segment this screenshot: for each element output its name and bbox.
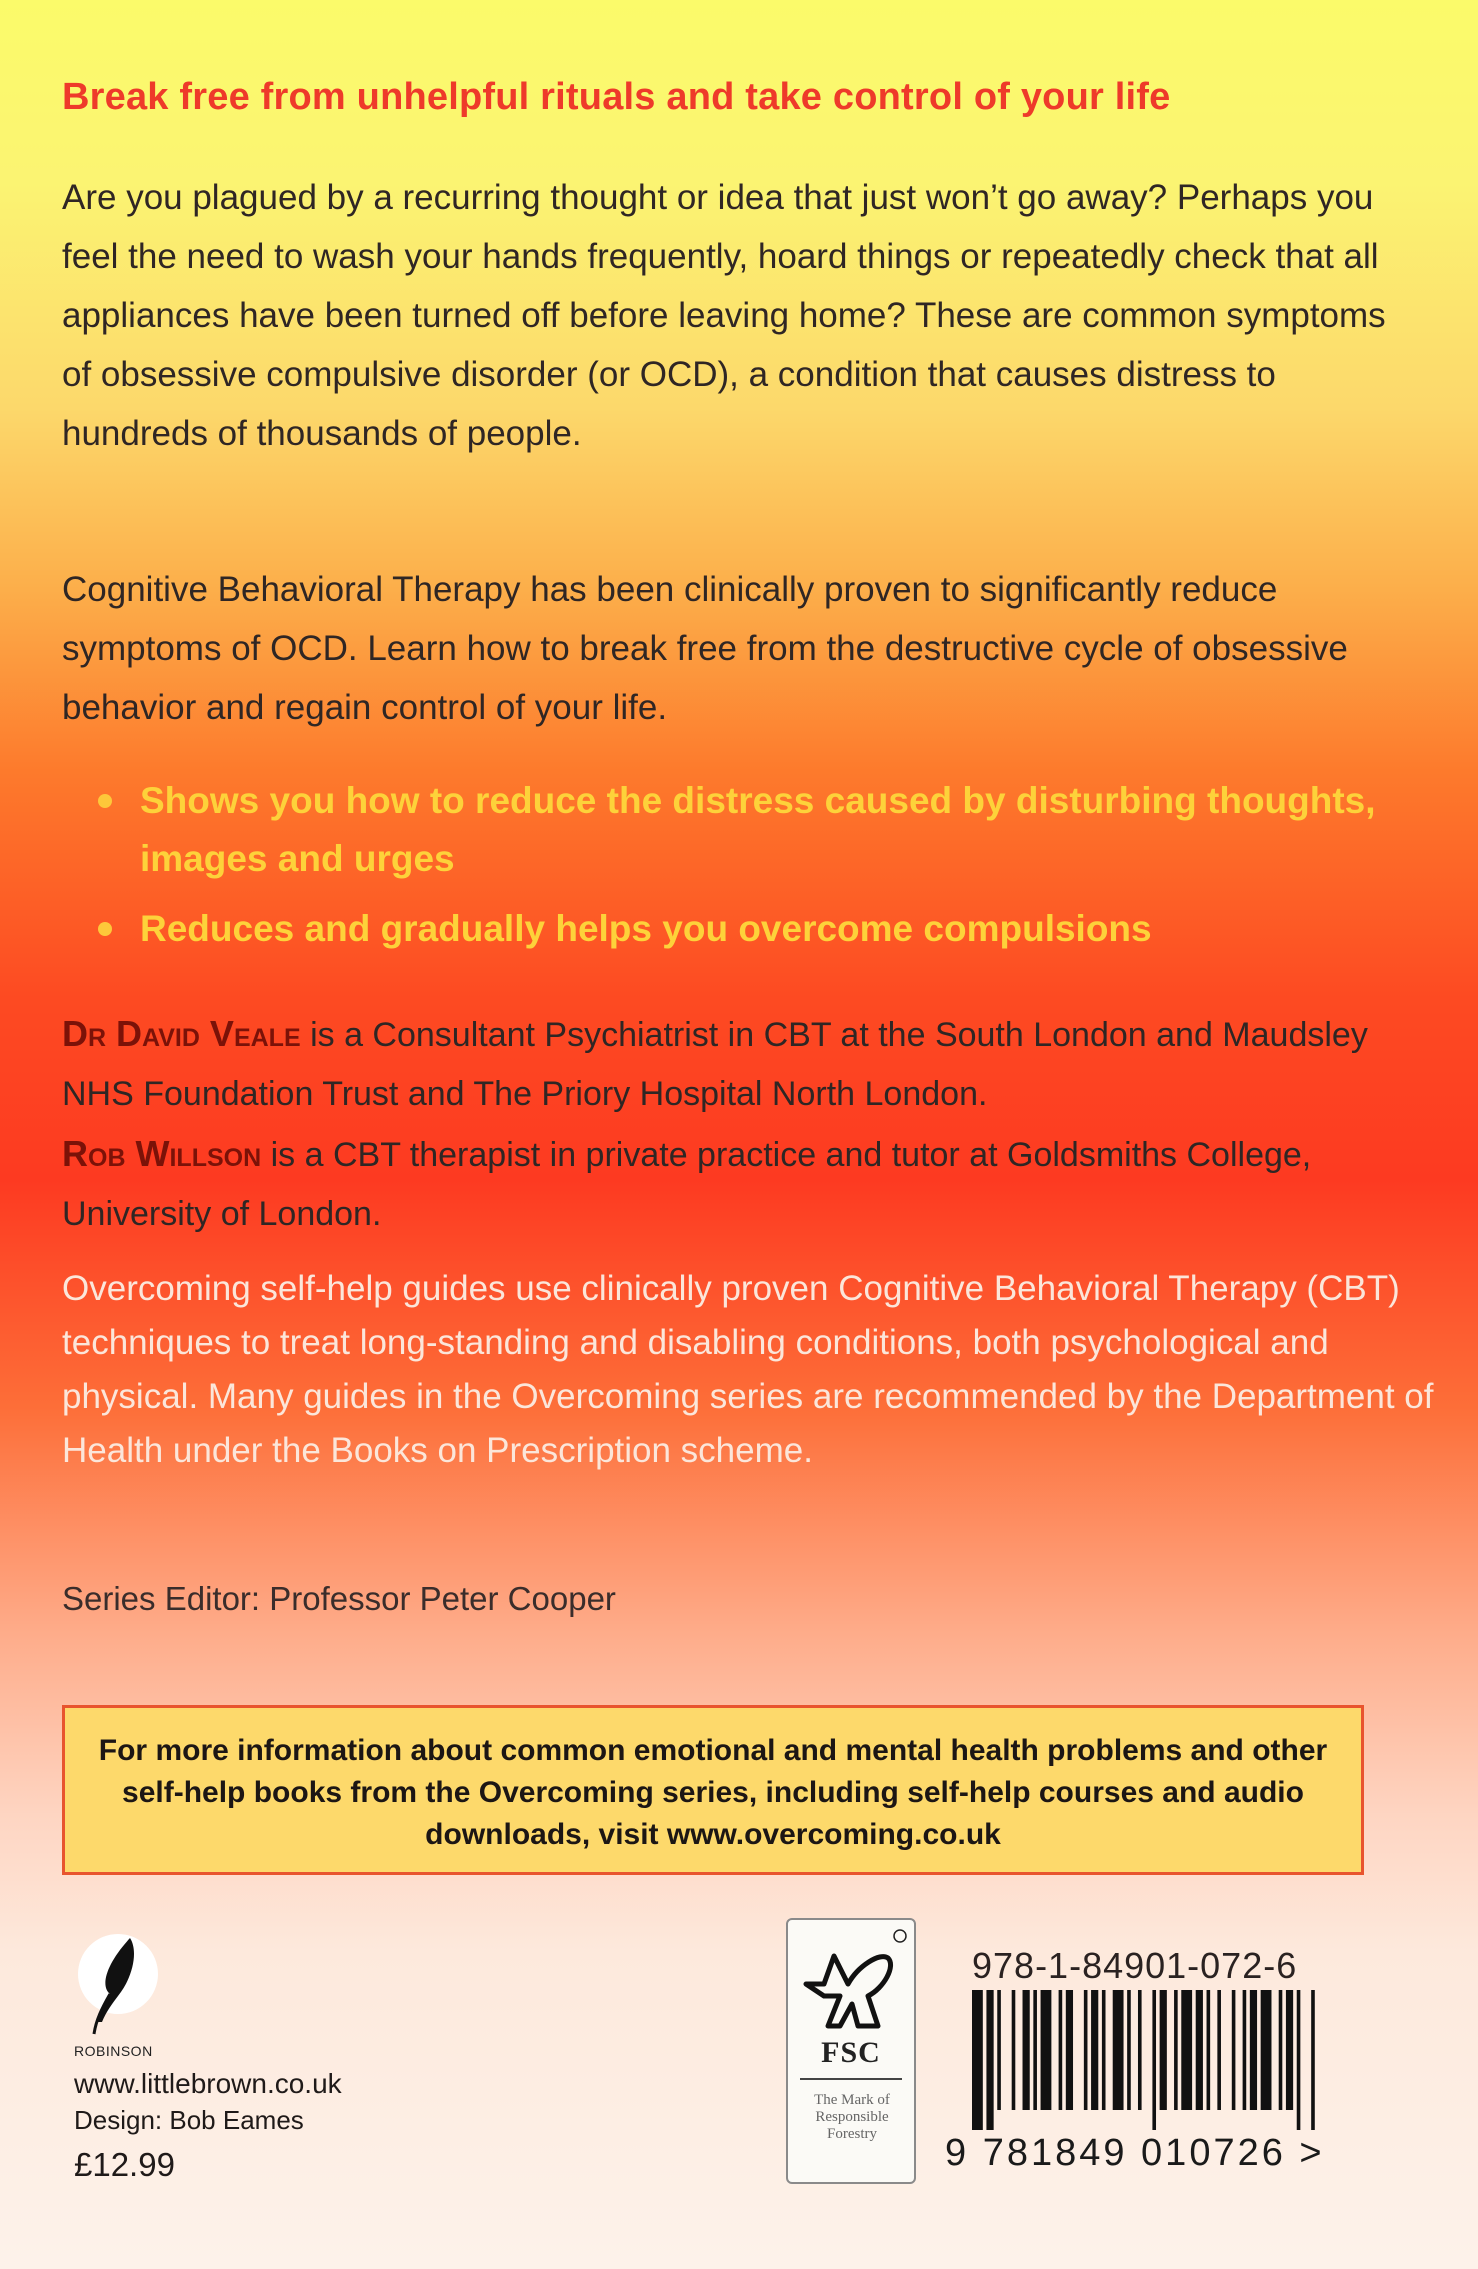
barcode-digits: 9 781849 010726 > bbox=[945, 2132, 1325, 2174]
author-1-bio: is a Consultant Psychiatrist in CBT at the South London and Maudsley NHS Foundation Trust and The Priory Hospital North London. bbox=[62, 1016, 1368, 1113]
barcode-bar bbox=[1279, 1990, 1283, 2110]
bullet-item bbox=[62, 772, 1422, 888]
publisher-name: ROBINSON bbox=[74, 2043, 153, 2059]
barcode bbox=[972, 1990, 1322, 2130]
bullet-list bbox=[62, 772, 1422, 970]
bullet-item bbox=[62, 900, 1422, 958]
barcode-bar bbox=[1041, 1990, 1052, 2110]
barcode-bar bbox=[1012, 1990, 1016, 2110]
barcode-bar bbox=[1311, 1990, 1315, 2130]
barcode-bar bbox=[997, 1990, 1001, 2110]
barcode-bar bbox=[1066, 1990, 1073, 2110]
bullet-dot-icon bbox=[98, 794, 112, 808]
barcode-bar bbox=[1023, 1990, 1030, 2110]
barcode-bar bbox=[1196, 1990, 1203, 2110]
info-box: For more information about common emotional and mental health problems and other self-help books from the Overcoming series, including self-help courses and audio downloads, visit www.overcoming.co.uk bbox=[62, 1705, 1364, 1875]
bullet-text: Shows you how to reduce the distress caused by disturbing thoughts, images and urges bbox=[140, 780, 1376, 879]
robinson-feather-logo-icon bbox=[72, 1930, 164, 2040]
intro-paragraph-1: Are you plagued by a recurring thought or idea that just won’t go away? Perhaps you feel the need to wash your hands frequently, hoard things or repeatedly check that all appliances have been turned off before leaving home? These are common symptoms of obsessive compulsive disorder (or OCD), a condition that causes distress to hundreds of thousands of people. bbox=[62, 178, 1386, 453]
barcode-bar bbox=[1207, 1990, 1211, 2110]
barcode-bar bbox=[1138, 1990, 1142, 2110]
barcode-bar bbox=[1084, 1990, 1088, 2110]
isbn-text: 978-1-84901-072-6 bbox=[972, 1945, 1298, 1986]
barcode-bar bbox=[1033, 1990, 1037, 2110]
barcode-bar bbox=[1297, 1990, 1301, 2130]
barcode-bar bbox=[1091, 1990, 1098, 2110]
fsc-badge bbox=[786, 1918, 916, 2184]
barcode-bar bbox=[1113, 1990, 1124, 2110]
fsc-tree-icon bbox=[788, 1926, 914, 2038]
barcode-bar bbox=[1102, 1990, 1106, 2110]
barcode-bar bbox=[1127, 1990, 1131, 2110]
barcode-bar bbox=[1059, 1990, 1063, 2110]
barcode-bar bbox=[1174, 1990, 1178, 2110]
barcode-bar bbox=[1261, 1990, 1272, 2110]
author-bios bbox=[62, 1004, 1422, 1244]
publisher-website: www.littlebrown.co.uk bbox=[74, 2068, 342, 2099]
price: £12.99 bbox=[74, 2146, 175, 2183]
intro-paragraph-2: Cognitive Behavioral Therapy has been clinically proven to significantly reduce symptoms of OCD. Learn how to break free from the destructive cycle of obsessive behavior and regain control of your life. bbox=[62, 570, 1348, 727]
barcode-bar bbox=[972, 1990, 983, 2130]
barcode-bar bbox=[986, 1990, 993, 2130]
series-blurb: Overcoming self-help guides use clinically proven Cognitive Behavioral Therapy (CBT) techniques to treat long-standing and disabling conditions, both psychological and physical. Many guides in the Overcoming series are recommended by the Department of Health under the Books on Prescription scheme. bbox=[62, 1269, 1434, 1470]
design-credit: Design: Bob Eames bbox=[74, 2105, 304, 2135]
barcode-bar bbox=[1243, 1990, 1247, 2110]
series-editor: Series Editor: Professor Peter Cooper bbox=[62, 1580, 616, 1617]
fsc-label: FSC bbox=[821, 2036, 881, 2069]
barcode-bar bbox=[1232, 1990, 1236, 2110]
barcode-bar bbox=[1160, 1990, 1167, 2110]
bullet-text: Reduces and gradually helps you overcome compulsions bbox=[140, 908, 1152, 949]
fsc-divider bbox=[800, 2078, 902, 2080]
author-2-name: Rob Willson bbox=[62, 1133, 262, 1174]
barcode-bar bbox=[1250, 1990, 1257, 2110]
author-1-name: Dr David Veale bbox=[62, 1013, 301, 1054]
bullet-dot-icon bbox=[98, 922, 112, 936]
barcode-bar bbox=[1152, 1990, 1156, 2130]
author-2-bio: is a CBT therapist in private practice and tutor at Goldsmiths College, University of London. bbox=[62, 1136, 1312, 1233]
barcode-bar bbox=[1181, 1990, 1192, 2110]
barcode-bar bbox=[1286, 1990, 1293, 2110]
headline: Break free from unhelpful rituals and take control of your life bbox=[62, 76, 1171, 118]
barcode-bar bbox=[1217, 1990, 1221, 2110]
fsc-tagline: The Mark of Responsible Forestry bbox=[814, 2092, 890, 2142]
